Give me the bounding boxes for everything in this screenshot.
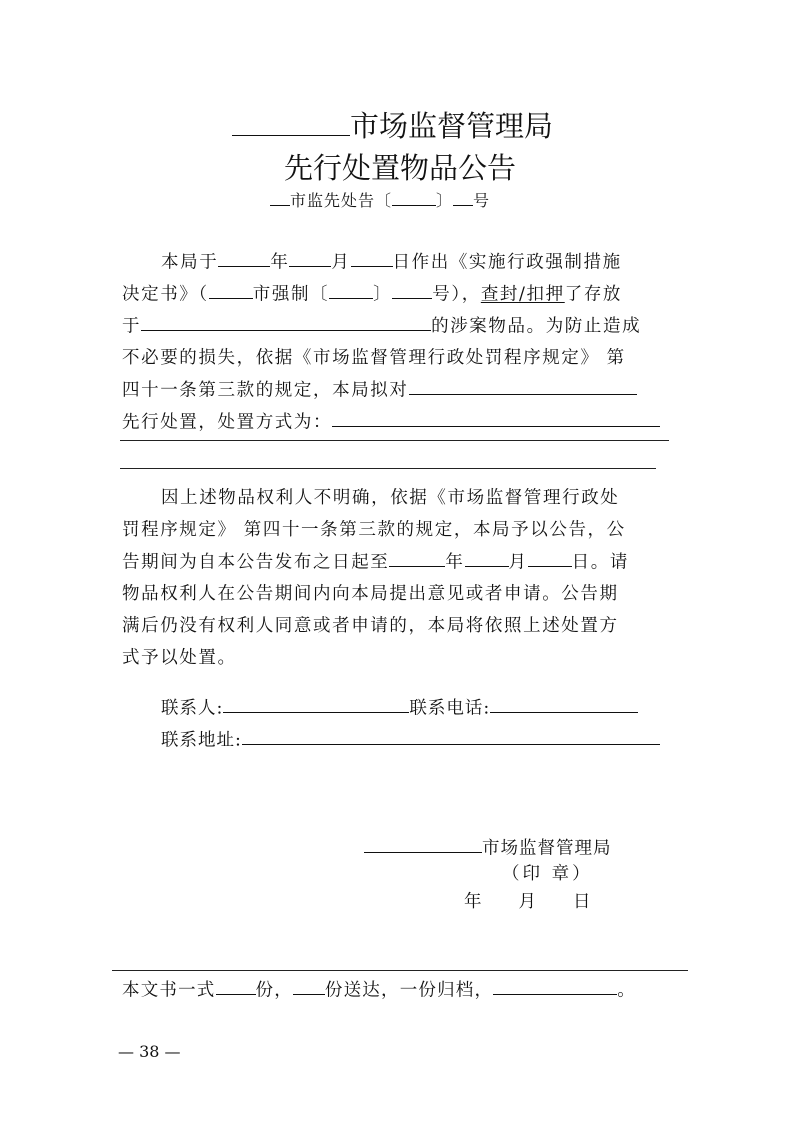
disposal-method-line-3 [120, 468, 656, 469]
doc-no-suffix: 号 [473, 191, 491, 210]
sig-month: 月 [518, 892, 537, 912]
p1-text: 月 [331, 252, 351, 273]
footer-divider [112, 970, 688, 971]
p1-text: 的涉案物品。为防止造成 [431, 316, 642, 337]
seize-option-text: 查封/扣押 [480, 284, 565, 305]
para2-line-1: 因上述物品权利人不明确，依据《市场监督管理行政处 [161, 488, 620, 508]
para1-line-3 [122, 312, 641, 337]
copies-text: 。 [617, 980, 636, 1001]
para2-line-6: 式予以处置。 [122, 648, 237, 668]
p2-text: 月 [508, 552, 528, 573]
doc-no-prefix: 市监先处告〔 [290, 191, 393, 210]
para1-line-5 [122, 376, 637, 401]
signature-org-blank [364, 834, 482, 853]
document-number [270, 188, 490, 211]
p1-text: 市强制〔 [252, 284, 330, 305]
end-year-blank [389, 548, 445, 567]
org-name-blank [232, 109, 350, 136]
contact-address-blank [242, 726, 660, 745]
seal-placeholder: （印 章） [502, 864, 593, 884]
p1-text: 先行处置，处置方式为： [122, 412, 333, 433]
contact-person-label: 联系人: [161, 698, 224, 719]
p1-text: 于 [122, 316, 142, 337]
doc-no-number-blank [453, 188, 473, 206]
p1-text: 决定书》（ [122, 284, 209, 305]
end-month-blank [465, 548, 509, 567]
para1-line-6 [122, 408, 660, 433]
doc-no-year-blank [392, 188, 436, 206]
p1-text: 〕 [373, 284, 393, 305]
copies-text: 本文书一式 [122, 980, 216, 1001]
p1-text: 本局于 [161, 252, 219, 273]
contact-row-2 [161, 726, 660, 751]
para1-line-2 [122, 280, 622, 305]
p1-text: 四十一条第三款的规定，本局拟对 [122, 380, 409, 401]
copies-other-blank [493, 976, 617, 995]
date-day-blank [351, 248, 393, 267]
copies-text: 份送达，一份归档， [324, 980, 494, 1001]
title-org-text: 市场监督管理局 [350, 109, 554, 143]
date-year-blank [218, 248, 270, 267]
p2-text: 年 [445, 552, 465, 573]
copies-total-blank [216, 976, 256, 995]
sig-day: 日 [573, 892, 592, 912]
contact-address-label: 联系地址: [161, 730, 242, 751]
document-title: 先行处置物品公告 [284, 151, 517, 185]
decision-number-blank [392, 280, 432, 299]
item-blank [409, 376, 637, 395]
decision-year-blank [329, 280, 373, 299]
contact-phone-label: 联系电话: [409, 698, 491, 719]
signature-org [364, 834, 612, 859]
para1-line-4: 不必要的损失，依据《市场监督管理行政处罚程序规定》 第 [122, 348, 626, 368]
signature-date [464, 888, 592, 913]
doc-no-mid: 〕 [436, 191, 454, 210]
p1-text: 号）， [432, 284, 481, 305]
copies-served-blank [293, 976, 325, 995]
signature-org-text: 市场监督管理局 [482, 838, 612, 859]
para2-line-2: 罚程序规定》 第四十一条第三款的规定，本局予以公告，公 [122, 520, 626, 540]
contact-phone-blank [490, 694, 638, 713]
contact-row-1 [161, 694, 638, 719]
date-month-blank [289, 248, 331, 267]
para1-line-1 [161, 248, 622, 273]
storage-location-blank [141, 312, 431, 331]
p2-text: 告期间为自本公告发布之日起至 [122, 552, 390, 573]
copies-text: 份， [255, 980, 293, 1001]
end-day-blank [528, 548, 572, 567]
sig-year: 年 [464, 892, 483, 912]
decision-prefix-blank [209, 280, 253, 299]
disposal-method-line-2 [120, 440, 669, 441]
p2-text: 日。请 [571, 552, 629, 573]
para2-line-4: 物品权利人在公告期间内向本局提出意见或者申请。公告期 [122, 584, 619, 604]
copies-note [122, 976, 636, 1001]
page-number: — 38 — [118, 1042, 181, 1061]
disposal-method-blank [332, 408, 660, 427]
contact-person-blank [223, 694, 409, 713]
para2-line-3 [122, 548, 629, 573]
p1-text: 日作出《实施行政强制措施 [392, 252, 622, 273]
p1-text: 了存放 [564, 284, 623, 305]
title-line-1 [232, 104, 553, 145]
doc-no-blank-1 [270, 188, 290, 206]
para2-line-5: 满后仍没有权利人同意或者申请的，本局将依照上述处置方 [122, 616, 619, 636]
p1-text: 年 [270, 252, 290, 273]
